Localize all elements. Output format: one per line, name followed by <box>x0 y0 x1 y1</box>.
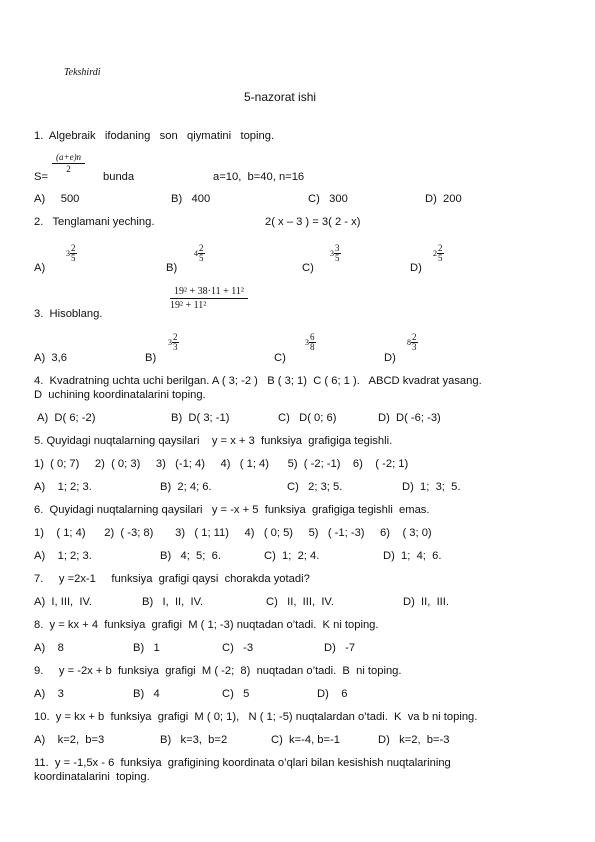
q9-answer-b: B) 4 <box>133 688 160 700</box>
q11-text-line1: 11. y = -1,5x - 6 funksiya grafigining koordinata o’qlari bilan kesishish nuqtalarining <box>34 757 451 769</box>
q6-answer-a: A) 1; 2; 3. <box>34 550 92 562</box>
q3-label-c: C) <box>274 352 286 364</box>
q3-expression: $\frac{\text{19² + 38·11 + 11²}}{\text{19² + 11²}}$ <box>170 286 248 311</box>
q4-answer-a: A) D( 6; -2) <box>37 412 96 424</box>
q7-answer-b: B) I, II, IV. <box>142 596 204 608</box>
q1-answer-a: A) 500 <box>34 193 80 205</box>
q4-text-line1: 4. Kvadratning uchta uchi berilgan. A ( 3; -2 ) B ( 3; 1) C ( 6; 1 ). ABCD kvadrat yasang. <box>34 375 482 387</box>
q2-option-d: 2 $\frac{2}{5}$ <box>433 243 443 263</box>
q1-s-label: S= <box>34 171 48 183</box>
q2-label-a: A) <box>34 262 46 274</box>
q5-answer-a: A) 1; 2; 3. <box>34 481 92 493</box>
q4-answer-d: D) D( -6; -3) <box>378 412 441 424</box>
page-title: 5-nazorat ishi <box>244 90 317 104</box>
q7-answer-a: A) I, III, IV. <box>34 596 93 608</box>
q5-answer-b: B) 2; 4; 6. <box>160 481 212 493</box>
q2-option-c: 3 $\frac{3}{5}$ <box>330 243 340 263</box>
q2-option-b: 4 $\frac{2}{5}$ <box>194 243 204 263</box>
q5-answer-c: C) 2; 3; 5. <box>287 481 343 493</box>
q3-option-d: 8 $\frac{2}{3}$ <box>407 332 417 352</box>
q10-answer-a: A) k=2, b=3 <box>34 734 105 746</box>
q2-label-d: D) <box>410 262 422 274</box>
checked-label: Tekshirdi <box>64 67 101 78</box>
q4-text-line2: D uchining koordinatalarini toping. <box>34 389 206 401</box>
q9-answer-c: C) 5 <box>222 688 250 700</box>
q9-answer-d: D) 6 <box>317 688 348 700</box>
q1-answer-c: C) 300 <box>308 193 348 205</box>
q6-answer-b: B) 4; 5; 6. <box>160 550 221 562</box>
q1-bunda: bunda <box>103 171 135 183</box>
q4-answer-b: B) D( 3; -1) <box>171 412 230 424</box>
q9-text: 9. y = -2x + b funksiya grafigi M ( -2; 8) nuqtadan o’tadi. B ni toping. <box>34 665 402 677</box>
q6-points: 1) ( 1; 4) 2) ( -3; 8) 3) ( 1; 11) 4) ( 0; 5) 5) ( -1; -3) 6) ( 3; 0) <box>34 527 432 539</box>
q1-answer-d: D) 200 <box>425 193 462 205</box>
q3-text: 3. Hisoblang. <box>34 308 103 320</box>
q8-answer-c: C) -3 <box>222 642 254 654</box>
q3-label-a: A) 3,6 <box>34 352 67 364</box>
q3-option-b: 3 $\frac{2}{3}$ <box>168 332 178 352</box>
q8-answer-a: A) 8 <box>34 642 64 654</box>
q8-text: 8. y = kx + 4 funksiya grafigi M ( 1; -3) nuqtadan o’tadi. K ni toping. <box>34 619 379 631</box>
q5-points: 1) ( 0; 7) 2) ( 0; 3) 3) (-1; 4) 4) ( 1; 4) 5) ( -2; -1) 6) ( -2; 1) <box>34 458 409 470</box>
q10-answer-d: D) k=2, b=-3 <box>378 734 450 746</box>
q6-answer-c: C) 1; 2; 4. <box>264 550 320 562</box>
q9-answer-a: A) 3 <box>34 688 64 700</box>
q7-answer-c: C) II, III, IV. <box>266 596 334 608</box>
q7-text: 7. y =2x-1 funksiya grafigi qaysi chorakda yotadi? <box>34 573 310 585</box>
q2-option-a: 3 $\frac{2}{5}$ <box>66 243 76 263</box>
q1-answer-b: B) 400 <box>171 193 211 205</box>
q5-text: 5. Quyidagi nuqtalarning qaysilari y = x + 3 funksiya grafigiga tegishli. <box>34 435 393 447</box>
q1-values: a=10, b=40, n=16 <box>213 171 305 183</box>
q10-answer-b: B) k=3, b=2 <box>160 734 228 746</box>
q2-text: 2. Tenglamani yeching. <box>34 216 155 228</box>
q5-answer-d: D) 1; 3; 5. <box>402 481 461 493</box>
q10-text: 10. y = kx + b funksiya grafigi M ( 0; 1), N ( 1; -5) nuqtalardan o’tadi. K va b ni toping. <box>34 711 478 723</box>
q1-text: 1. Algebraik ifodaning son qiymatini toping. <box>34 130 275 142</box>
q4-answer-c: C) D( 0; 6) <box>278 412 337 424</box>
q6-answer-d: D) 1; 4; 6. <box>383 550 442 562</box>
q8-answer-b: B) 1 <box>133 642 160 654</box>
q3-option-c: 3 $\frac{6}{8}$ <box>305 332 315 352</box>
q6-text: 6. Quyidagi nuqtalarning qaysilari y = -x + 5 funksiya grafigiga tegishli emas. <box>34 504 430 516</box>
q10-answer-c: C) k=-4, b=-1 <box>271 734 341 746</box>
q3-label-d: D) <box>384 352 396 364</box>
q3-label-b: B) <box>145 352 157 364</box>
q2-label-b: B) <box>166 262 178 274</box>
q7-answer-d: D) II, III. <box>403 596 449 608</box>
q1-fraction: (a+e)n 2 <box>52 152 85 174</box>
q11-text-line2: koordinatalarini toping. <box>34 771 150 783</box>
q8-answer-d: D) -7 <box>324 642 356 654</box>
q2-label-c: C) <box>302 262 314 274</box>
q2-equation: 2( x – 3 ) = 3( 2 - x) <box>265 216 361 228</box>
